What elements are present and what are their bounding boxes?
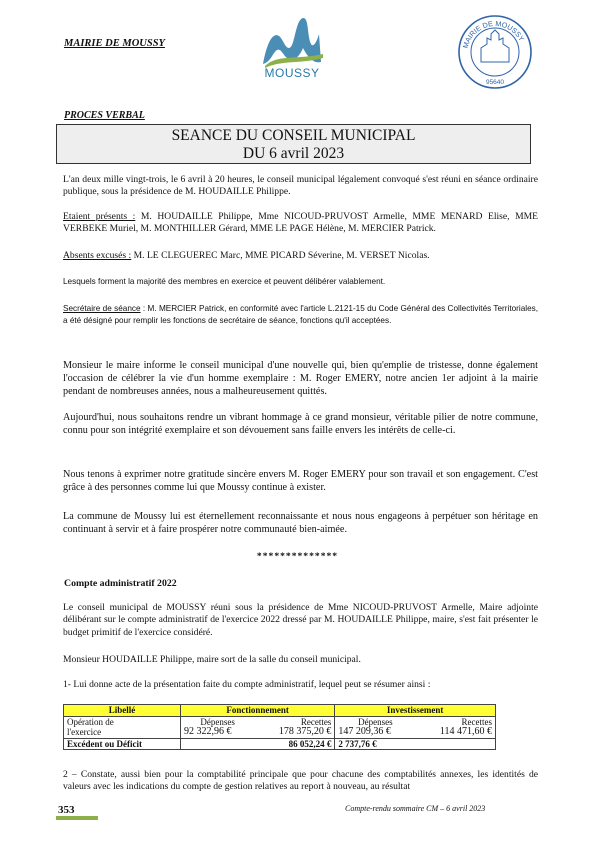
cell-f-recettes: 178 375,20 € <box>254 727 335 738</box>
cell-i-recettes: 114 471,60 € <box>415 727 495 738</box>
row-label: Excédent ou Déficit <box>64 738 181 750</box>
svg-text:MAIRIE DE MOUSSY: MAIRIE DE MOUSSY <box>460 18 527 50</box>
secretaire-text: : M. MERCIER Patrick, en conformité avec l'article L.2121-15 du Code Général des Collectivités Territoriales, a été désigné pour remplir les fonctions de secrétaire de séance, fonctions qu'il acceptées. <box>63 304 538 326</box>
hommage-paragraph-2: Aujourd'hui, nous souhaitons rendre un vibrant hommage à ce grand monsieur, véritable pilier de notre commune, connu pour son intégrité exemplaire et son dévouement sans faille envers les intérêts de celle-ci. <box>63 412 538 437</box>
page-number: 353 <box>58 804 75 816</box>
cell-i-depenses: 147 209,36 € <box>335 727 416 738</box>
excuses-label: Absents excusés : <box>63 250 132 261</box>
secretaire-paragraph <box>63 303 538 328</box>
header-libelle: Libellé <box>64 705 181 717</box>
header-fonctionnement: Fonctionnement <box>181 705 335 717</box>
sub-depenses-f: Dépenses <box>181 716 255 727</box>
majorite-paragraph: Lesquels forment la majorité des membres en exercice et peuvent délibérer valablement. <box>63 277 386 286</box>
sortie-paragraph: Monsieur HOUDAILLE Philippe, maire sort de la salle du conseil municipal. <box>63 654 361 665</box>
page-number-underline <box>56 816 98 820</box>
sub-depenses-i: Dépenses <box>335 716 416 727</box>
budget-table <box>63 704 496 750</box>
title-line-2: DU 6 avril 2023 <box>242 145 345 162</box>
item-2: 2 – Constate, aussi bien pour la comptabilité principale que pour chacune des comptabilités annexes, les identités de valeurs avec les indications du compte de gestion relatives au report à nouveau, au résultat <box>63 769 538 793</box>
table-header-row <box>64 705 496 717</box>
svg-text:95640: 95640 <box>485 79 505 86</box>
hommage-paragraph-4: La commune de Moussy lui est éternellement reconnaissante et nous nous engageons à perpétuer son héritage en continuant à servir et à faire prospérer notre communauté bien-aimée. <box>63 511 538 536</box>
proces-verbal-label: PROCES VERBAL <box>64 110 145 121</box>
presents-label: Etaient présents : <box>63 211 136 222</box>
sub-recettes-f: Recettes <box>254 716 335 727</box>
cell-f-depenses: 92 322,96 € <box>181 727 255 738</box>
hommage-paragraph-3: Nous tenons à exprimer notre gratitude sincère envers M. Roger EMERY pour son travail et son engagement. C'est grâce à des personnes comme lui que Moussy continue à exister. <box>63 469 538 494</box>
mairie-seal <box>457 14 533 90</box>
secretaire-label: Secrétaire de séance <box>63 304 141 313</box>
intro-paragraph: L'an deux mille vingt-trois, le 6 avril à 20 heures, le conseil municipal légalement convoqué s'est réuni en séance ordinaire publique, sous la présidence de M. HOUDAILLE Philippe. <box>63 174 538 198</box>
title-box <box>56 124 531 164</box>
header-mairie: MAIRIE DE MOUSSY <box>64 38 165 49</box>
moussy-logo <box>247 14 337 84</box>
item-1: 1- Lui donne acte de la présentation faite du compte administratif, lequel peut se résumer ainsi : <box>63 679 431 690</box>
excuses-paragraph <box>63 250 538 262</box>
presents-paragraph <box>63 211 538 236</box>
cell-i-resultat: 2 737,76 € <box>335 738 496 750</box>
logo-text: MOUSSY <box>264 66 320 80</box>
hommage-paragraph-1: Monsieur le maire informe le conseil municipal d'une nouvelle qui, bien qu'emplie de tristesse, donne également l'occasion de célébrer la vie d'un homme exemplaire : M. Roger EMERY, notre ancien 1er adjoint à la mairie pendant de nombreuses années, nous a malheureusement quittés. <box>63 360 538 398</box>
header-investissement: Investissement <box>335 705 496 717</box>
title-line-1: SEANCE DU CONSEIL MUNICIPAL <box>171 127 416 144</box>
presents-text: M. HOUDAILLE Philippe, Mme NICOUD-PRUVOST Armelle, MME MENARD Elise, MME VERBEKE Muriel, M. MONTHILLER Gérard, MME LE PAGE Hélène, M. MERCIER Patrick. <box>63 211 538 235</box>
cell-f-resultat: 86 052,24 € <box>181 738 335 750</box>
table-row <box>64 727 496 738</box>
footer-text: Compte-rendu sommaire CM – 6 avril 2023 <box>345 804 486 813</box>
ca-paragraph: Le conseil municipal de MOUSSY réuni sous la présidence de Mme NICOUD-PRUVOST Armelle, Maire adjointe délibérant sur le compte administratif de l'exercice 2022 dressé par M. HOUDAILLE Philippe, maire, s'est fait présenter le budget primitif de l'exercice considéré. <box>63 602 538 638</box>
excuses-text: M. LE CLEGUEREC Marc, MME PICARD Séverine, M. VERSET Nicolas. <box>131 250 430 261</box>
table-row <box>64 738 496 750</box>
row-label: Opération de <box>64 716 181 727</box>
row-label: l'exercice <box>64 727 181 738</box>
separator-stars: ************** <box>256 551 339 562</box>
sub-recettes-i: Recettes <box>415 716 495 727</box>
section-title: Compte administratif 2022 <box>64 578 177 589</box>
